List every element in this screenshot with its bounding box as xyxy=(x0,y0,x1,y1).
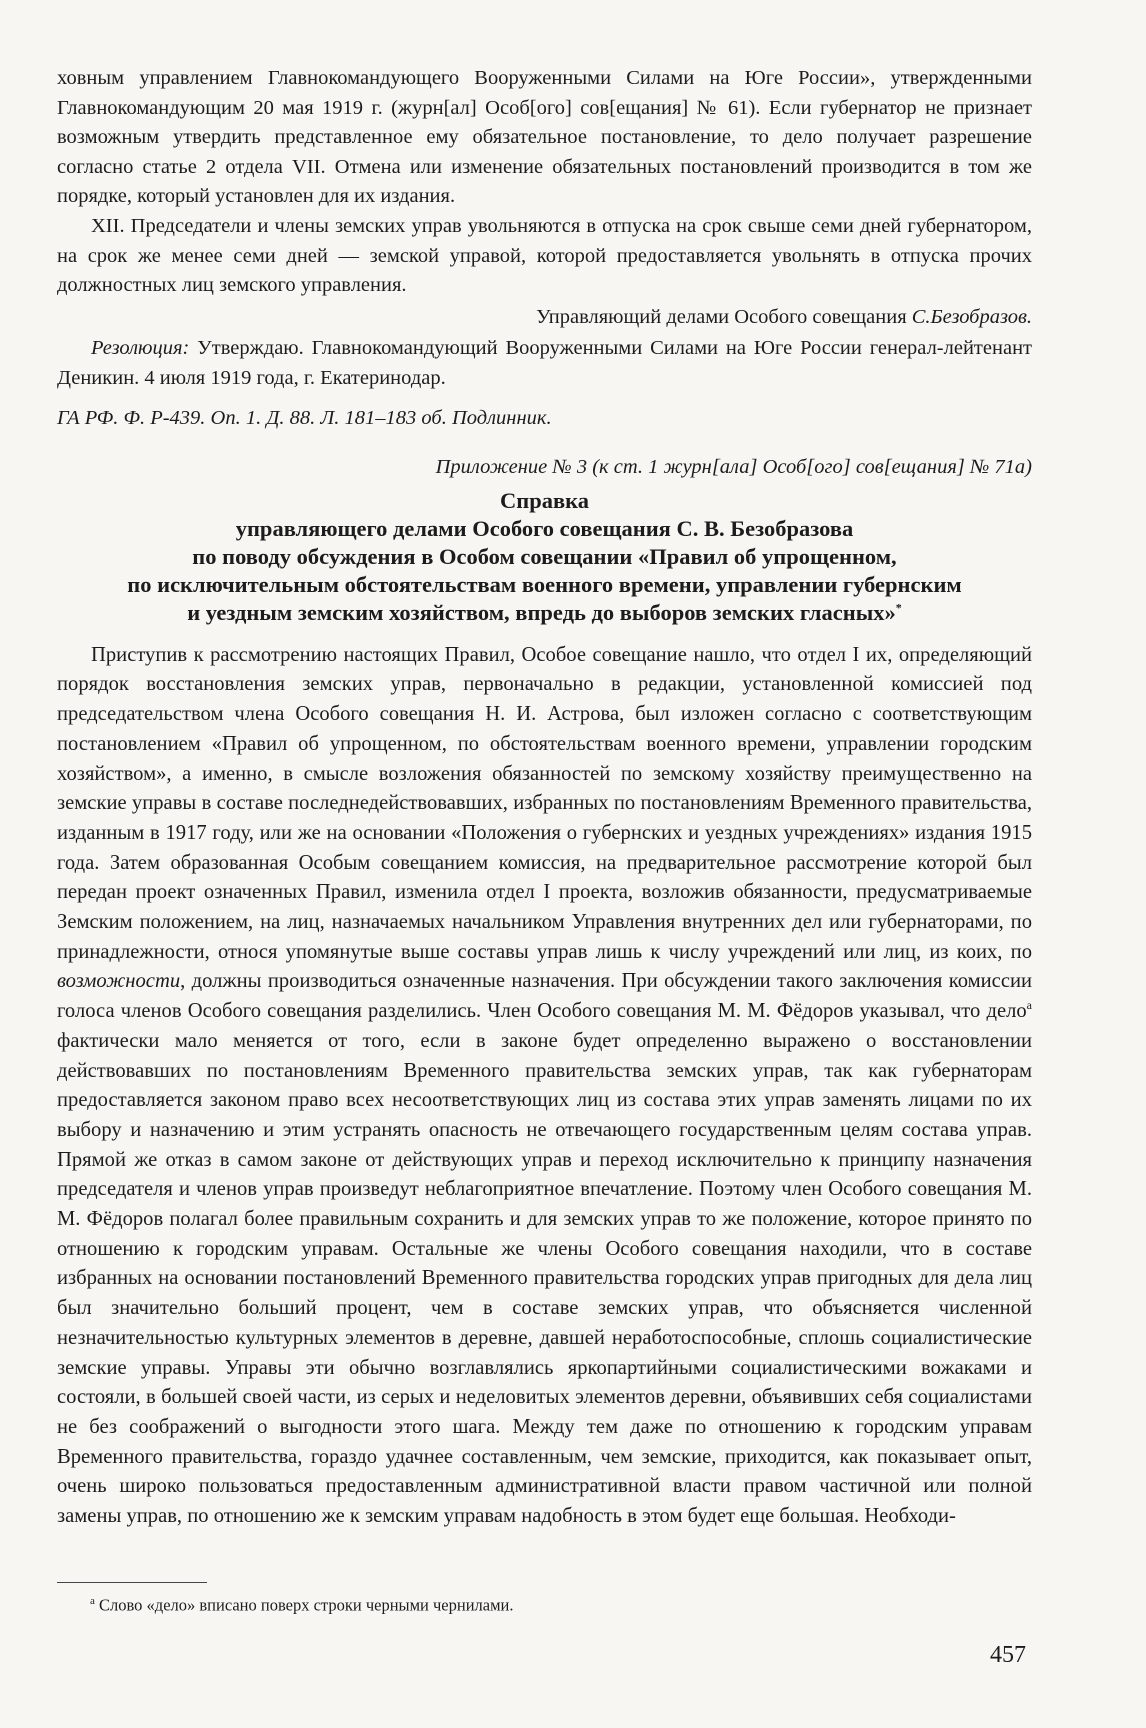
body-part-2: , должны производиться означенные назначения. При обсуждении такого заключения комиссии голоса членов Особого совещания разделились. Член Особого совещания М. М. Фёдоров указывал, что дело xyxy=(57,970,1032,1023)
archive-reference: ГА РФ. Ф. Р-439. Оп. 1. Д. 88. Л. 181–183 об. Подлинник. xyxy=(57,406,552,429)
title-line-1: Справка xyxy=(499,487,589,513)
resolution xyxy=(57,334,1032,393)
footnote-divider xyxy=(57,1582,207,1583)
footnote xyxy=(90,1590,514,1617)
title-line-4: по исключительным обстоятельствам военного времени, управлении губернским xyxy=(127,571,962,597)
title-line-3: по поводу обсуждения в Особом совещании «Правил об упрощенном, xyxy=(192,543,897,569)
body-italic-word: возможности xyxy=(57,970,181,993)
body-part-3: фактически мало меняется от того, если в законе будет определенно выражено о восстановлении действовавших по постановлениям Временного правительства земских управ, так как губернаторам предоставляется законом право всех несоответствующих лиц из состава этих управ заменять лицами по их выбору и назначению и этим устранять опасность не отвечающего государственным целям состава управ. Прямой же отказ в самом законе от действующих управ и переход исключительно к принципу назначения председателя и членов управ произведут неблагоприятное впечатление. Поэтому член Особого совещания М. М. Фёдоров полагал более правильным сохранить и для земских управ то же положение, которое принято по отношению к городским управам. Остальные же члены Особого совещания находили, что в составе избранных на основании постановлений Временного правительства городских управ пригодных для дела лиц был значительно больший процент, чем в составе земских управ, что объясняется численной незначительностью культурных элементов в деревне, давшей неработоспособные, сплошь социалистические земские управы. Управы эти обычно возглавлялись яркопартийными социалистическими вожаками и состояли, в большей своей части, из серых и неделовитых элементов деревни, объявивших себя социалистами не без соображений о выгодности этого шага. Между тем даже по отношению к городским управам Временного правительства, гораздо удачнее составленным, чем земские, приходится, как показывает опыт, очень широко пользоваться предоставленным административной власти правом частичной или полной замены управ, по отношению же к земским управам надобность в этом будет еще большая. Необходи- xyxy=(57,1029,1032,1528)
page-number: 457 xyxy=(990,1642,1026,1668)
title-footnote-star: * xyxy=(895,600,902,615)
title-line-5 xyxy=(57,599,1032,627)
page-content xyxy=(57,64,1032,1532)
footnote-text: Слово «дело» вписано поверх строки черными чернилами. xyxy=(94,1595,514,1615)
resolution-label: Резолюция: xyxy=(91,337,190,360)
footnote-mark: а xyxy=(90,1595,95,1607)
section-xii: XII. Председатели и члены земских управ увольняются в отпуска на срок свыше семи дней губернатором, на срок же менее семи дней — земской управой, которой предоставляется увольнять в отпуска прочих должностных лиц земского управления. xyxy=(57,214,1032,297)
resolution-text: Утверждаю. Главнокомандующий Вооруженными Силами на Юге России генерал-лейтенант Деникин. 4 июля 1919 года, г. Екатеринодар. xyxy=(57,337,1032,389)
signature-name: С.Безобразов. xyxy=(911,305,1032,328)
title-line-5-text: и уездным земским хозяйством, впредь до выборов земских гласных» xyxy=(187,599,896,625)
body-footnote-mark: а xyxy=(1026,998,1032,1013)
signature-text: Управляющий делами Особого совещания xyxy=(536,305,912,328)
signature xyxy=(57,303,1032,333)
appendix-note: Приложение № 3 (к ст. 1 журн[ала] Особ[ого] сов[ещания] № 71а) xyxy=(435,456,1032,479)
body-part-1: Приступив к рассмотрению настоящих Правил, Особое совещание нашло, что отдел I их, определяющий порядок восстановления земских управ, первоначально в редакции, установленной комиссией под председательством члена Особого совещания Н. И. Астрова, был изложен согласно с соответствующим постановлением «Правил об упрощенном, по обстоятельствам военного времени, управлении городским хозяйством», а именно, в смысле возложения обязанностей по земскому хозяйству преимущественно на земские управы в составе последнедействовавших, избранных по постановлениям Временного правительства, изданным в 1917 году, или же на основании «Положения о губернских и уездных учреждениях» издания 1915 года. Затем образованная Особым совещанием комиссия, на предварительное рассмотрение которой был передан проект означенных Правил, изменила отдел I проекта, возложив обязанности, предусматриваемые Земским положением, на лиц, назначаемых начальником Управления внутренних дел или губернаторами, по принадлежности, относя упомянутые выше составы управ лишь к числу учреждений или лиц, из коих, по xyxy=(57,643,1032,963)
main-body-paragraph xyxy=(57,641,1032,1532)
top-paragraph: ховным управлением Главнокомандующего Вооруженными Силами на Юге России», утвержденными Главнокомандующим 20 мая 1919 г. (журн[ал] Особ[ого] сов[ещания] № 61). Если губернатор не признает возможным утвердить представленное ему обязательное постановление, то дело получает разрешение согласно статье 2 отдела VII. Отмена или изменение обязательных постановлений производится в том же порядке, который установлен для их издания. xyxy=(57,67,1032,208)
document-title xyxy=(57,487,1032,627)
title-line-2: управляющего делами Особого совещания С. В. Безобразова xyxy=(235,515,854,541)
